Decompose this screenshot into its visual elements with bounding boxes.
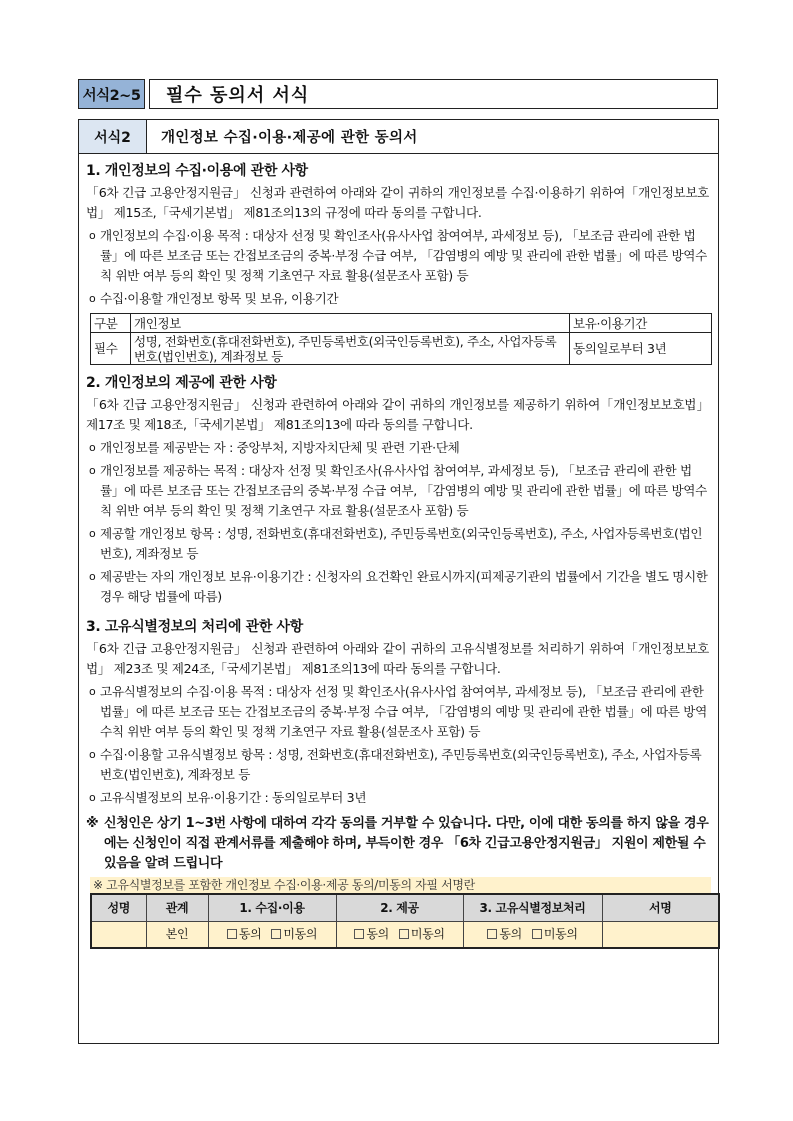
signature-caption: ※ 고유식별정보를 포함한 개인정보 수집·이용·제공 동의/미동의 자필 서명란 (90, 877, 711, 893)
list-item: o 고유식별정보의 수집·이용 목적 : 대상자 선정 및 확인조사(유사사업 참여여부, 과세정보 등), 「보조금 관리에 관한 법률」에 따른 보조금 또는 간접보조금의 중복·부정 수급 여부, 「감염병의 예방 및 관리에 관한 법률」에 따른 방역수칙 위반 여부 등의 확인 및 정책 기초연구 자료 활용(설문조사 포함) 등 (86, 682, 709, 742)
section-3-title: 3. 고유식별정보의 처리에 관한 사항 (86, 619, 303, 635)
unique-id-agree-checkbox[interactable]: 동의 (487, 927, 521, 941)
checkbox-icon (354, 929, 364, 939)
unique-id-consent (463, 921, 602, 948)
bullet-icon: o (89, 441, 96, 454)
personal-info-table (90, 313, 712, 365)
relation-cell: 본인 (146, 921, 208, 948)
collection-agree-checkbox[interactable]: 동의 (227, 927, 261, 941)
list-item: o 수집·이용할 고유식별정보 항목 : 성명, 전화번호(휴대전화번호), 주민등록번호(외국인등록번호), 주소, 사업자등록번호(법인번호), 계좌정보 등 (86, 745, 709, 785)
section-1-intro: 「6차 긴급 고용안정지원금」 신청과 관련하여 아래와 같이 귀하의 개인정보를 수집·이용하기 위하여「개인정보보호법」 제15조,「국세기본법」 제81조의13의 규정에 따라 동의를 구합니다. (86, 185, 709, 220)
bullet-icon: o (89, 685, 96, 698)
bullet-icon: o (89, 791, 96, 804)
refusal-notice (86, 814, 709, 874)
form-tag: 서식2 (79, 120, 147, 153)
list-item: o 개인정보를 제공받는 자 : 중앙부처, 지방자치단체 및 관련 기관·단체 (86, 438, 709, 458)
header-unique-id: 3. 고유식별정보처리 (463, 894, 602, 921)
list-item: o 제공받는 자의 개인정보 보유·이용기간 : 신청자의 요건확인 완료시까지(피제공기관의 법률에서 기간을 별도 명시한 경우 해당 법률에 따름) (86, 567, 709, 607)
page-title: 필수 동의서 서식 (149, 79, 718, 109)
signature-header-row (91, 894, 719, 921)
header-collection: 1. 수집·이용 (208, 894, 336, 921)
provision-agree-checkbox[interactable]: 동의 (354, 927, 388, 941)
bullet-icon: o (89, 292, 96, 305)
name-field[interactable] (91, 921, 146, 948)
cell-category: 필수 (91, 333, 131, 365)
header-name: 성명 (91, 894, 146, 921)
list-item: o 고유식별정보의 보유·이용기간 : 동의일로부터 3년 (86, 788, 709, 808)
signature-table (90, 893, 720, 949)
signature-row (91, 921, 719, 948)
checkbox-icon (487, 929, 497, 939)
list-item: o 개인정보를 제공하는 목적 : 대상자 선정 및 확인조사(유사사업 참여여부, 과세정보 등), 「보조금 관리에 관한 법률」에 따른 보조금 또는 간접보조금의 중복·부정 수급 여부, 「감염병의 예방 및 관리에 관한 법률」에 따른 방역수칙 위반 여부 등의 확인 및 정책 기초연구 자료 활용(설문조사 포함) 등 (86, 461, 709, 521)
form-range-tag: 서식2~5 (78, 79, 145, 109)
bullet-icon: o (89, 527, 96, 540)
section-2-title: 2. 개인정보의 제공에 관한 사항 (86, 375, 277, 391)
provision-consent (336, 921, 463, 948)
collection-consent (208, 921, 336, 948)
list-item: o 개인정보의 수집·이용 목적 : 대상자 선정 및 확인조사(유사사업 참여여부, 과세정보 등), 「보조금 관리에 관한 법률」에 따른 보조금 또는 간접보조금의 중복·부정 수급 여부, 「감염병의 예방 및 관리에 관한 법률」에 따른 방역수칙 위반 여부 등의 확인 및 정책 기초연구 자료 활용(설문조사 포함) 등 (86, 226, 709, 286)
header-signature: 서명 (602, 894, 719, 921)
checkbox-icon (227, 929, 237, 939)
section-2-intro: 「6차 긴급 고용안정지원금」 신청과 관련하여 아래와 같이 귀하의 개인정보를 제공하기 위하여「개인정보보호법」 제17조 및 제18조,「국세기본법」 제81조의13에 따라 동의를 구합니다. (86, 397, 709, 432)
header-personal-info: 개인정보 (131, 314, 570, 333)
section-1-title: 1. 개인정보의 수집·이용에 관한 사항 (86, 163, 308, 179)
list-item: o 제공할 개인정보 항목 : 성명, 전화번호(휴대전화번호), 주민등록번호(외국인등록번호), 주소, 사업자등록번호(법인번호), 계좌정보 등 (86, 524, 709, 564)
bullet-icon: o (89, 229, 96, 242)
form-title: 개인정보 수집·이용·제공에 관한 동의서 (161, 130, 418, 146)
table-header-row (91, 314, 712, 333)
checkbox-icon (532, 929, 542, 939)
checkbox-icon (399, 929, 409, 939)
unique-id-disagree-checkbox[interactable]: 미동의 (532, 927, 578, 941)
page-header (78, 79, 718, 109)
bullet-icon: o (89, 464, 96, 477)
section-3-intro: 「6차 긴급 고용안정지원금」 신청과 관련하여 아래와 같이 귀하의 고유식별정보를 처리하기 위하여「개인정보보호법」 제23조 및 제24조,「국세기본법」 제81조의13에 따라 동의를 구합니다. (86, 641, 709, 676)
list-item: o 수집·이용할 개인정보 항목 및 보유, 이용기간 (86, 289, 709, 309)
provision-disagree-checkbox[interactable]: 미동의 (399, 927, 445, 941)
bullet-icon: o (89, 748, 96, 761)
header-category: 구분 (91, 314, 131, 333)
header-provision: 2. 제공 (336, 894, 463, 921)
signature-field[interactable] (602, 921, 719, 948)
table-row (91, 333, 712, 365)
form-content (79, 154, 718, 949)
cell-retention: 동의일로부터 3년 (570, 333, 712, 365)
header-retention: 보유·이용기간 (570, 314, 712, 333)
notice-text: 신청인은 상기 1~3번 사항에 대하여 각각 동의를 거부할 수 있습니다. 다만, 이에 대한 동의를 하지 않을 경우에는 신청인이 직접 관계서류를 제출해야 하며, 부득이한 경우 「6차 긴급고용안정지원금」 지원이 제한될 수 있음을 알려 드립니다 (104, 816, 709, 871)
collection-disagree-checkbox[interactable]: 미동의 (271, 927, 317, 941)
reference-mark-icon: ※ (86, 816, 99, 831)
form-header (79, 120, 718, 154)
consent-form (78, 119, 719, 1044)
cell-personal-info: 성명, 전화번호(휴대전화번호), 주민등록번호(외국인등록번호), 주소, 사업자등록번호(법인번호), 계좌정보 등 (131, 333, 570, 365)
checkbox-icon (271, 929, 281, 939)
header-relation: 관계 (146, 894, 208, 921)
bullet-icon: o (89, 570, 96, 583)
